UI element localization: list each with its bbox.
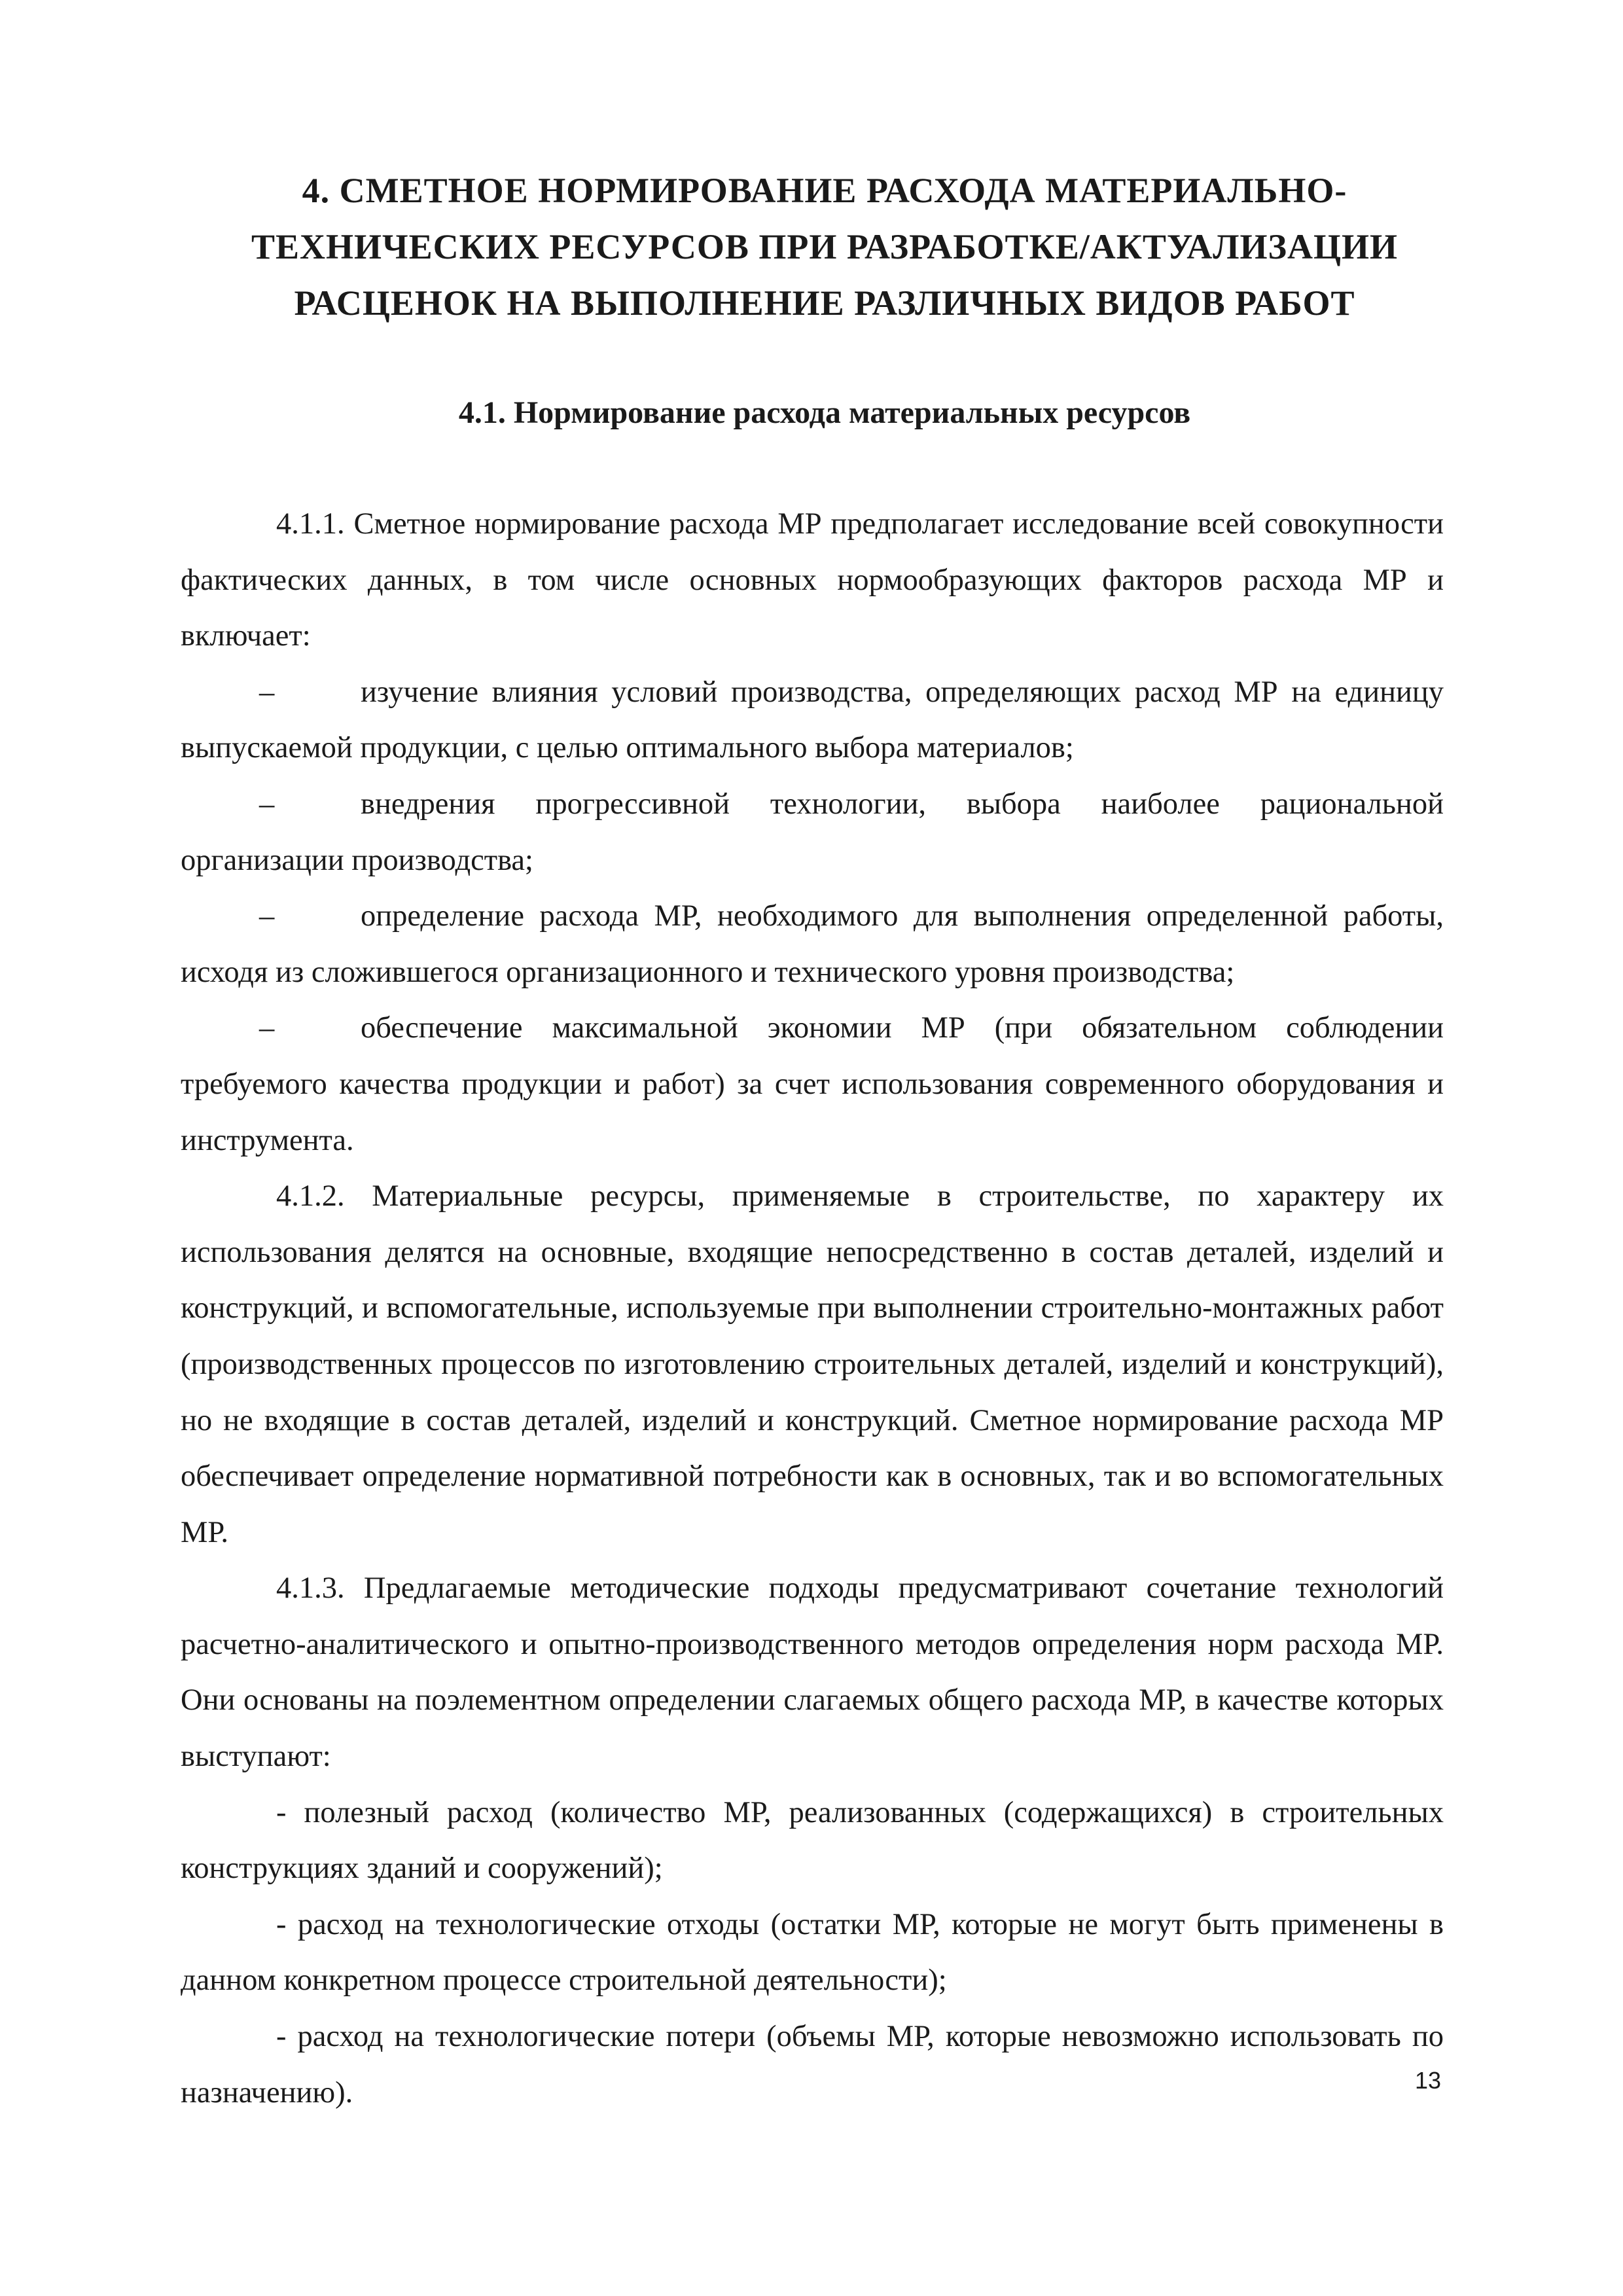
list-item: - расход на технологические отходы (остатки МР, которые не могут быть применены в данном конкретном процессе строительной деятельности); [181, 1907, 1444, 1998]
paragraph-4-1-1: 4.1.1. Сметное нормирование расхода МР предполагает исследование всей совокупности фактических данных, в том числе основных нормообразующих факторов расхода МР и включает: [181, 507, 1444, 653]
dash-marker: – [259, 675, 275, 709]
list-item-text: изучение влияния условий производства, определяющих расход МР на единицу выпускаемой продукции, с целью оптимального выбора материалов; [181, 675, 1444, 765]
heading-line-3: РАСЦЕНОК НА ВЫПОЛНЕНИЕ РАЗЛИЧНЫХ ВИДОВ РАБОТ [294, 283, 1355, 323]
paragraph-4-1-3: 4.1.3. Предлагаемые методические подходы предусматривают сочетание технологий расчетно-аналитического и опытно-производственного методов определения норм расхода МР. Они основаны на поэлементном определении слагаемых общего расхода МР, в качестве которых выступают: [181, 1571, 1444, 1774]
heading-line-2: ТЕХНИЧЕСКИХ РЕСУРСОВ ПРИ РАЗРАБОТКЕ/АКТУАЛИЗАЦИИ [251, 227, 1398, 266]
section-heading [183, 162, 1466, 331]
body-text [181, 496, 1444, 2121]
list-item: - полезный расход (количество МР, реализованных (содержащихся) в строительных конструкциях зданий и сооружений); [181, 1795, 1444, 1886]
subsection-heading: 4.1. Нормирование расхода материальных ресурсов [458, 395, 1191, 430]
heading-line-1: 4. СМЕТНОЕ НОРМИРОВАНИЕ РАСХОДА МАТЕРИАЛЬНО- [302, 171, 1347, 210]
list-item [181, 776, 1444, 888]
list-item-text: обеспечение максимальной экономии МР (при обязательном соблюдении требуемого качества продукции и работ) за счет использования современного оборудования и инструмента. [181, 1011, 1444, 1157]
page-number: 13 [1414, 2067, 1441, 2094]
list-item [181, 1000, 1444, 1168]
dash-marker: – [259, 1011, 275, 1045]
list-item [181, 664, 1444, 776]
paragraph-4-1-2: 4.1.2. Материальные ресурсы, применяемые в строительстве, по характеру их использования делятся на основные, входящие непосредственно в состав деталей, изделий и конструкций, и вспомогательные, используемые при выполнении строительно-монтажных работ (производственных процессов по изготовлению строительных деталей, изделий и конструкций), но не входящие в состав деталей, изделий и конструкций. Сметное нормирование расхода МР обеспечивает определение нормативной потребности как в основных, так и во вспомогательных МР. [181, 1179, 1444, 1549]
list-item-text: внедрения прогрессивной технологии, выбора наиболее рациональной организации производства; [181, 787, 1444, 877]
dash-marker: – [259, 899, 275, 933]
list-item: - расход на технологические потери (объемы МР, которые невозможно использовать по назначению). [181, 2020, 1444, 2109]
list-item-text: определение расхода МР, необходимого для выполнения определенной работы, исходя из сложившегося организационного и технического уровня производства; [181, 899, 1444, 989]
dash-marker: – [259, 787, 275, 821]
list-item [181, 888, 1444, 1000]
